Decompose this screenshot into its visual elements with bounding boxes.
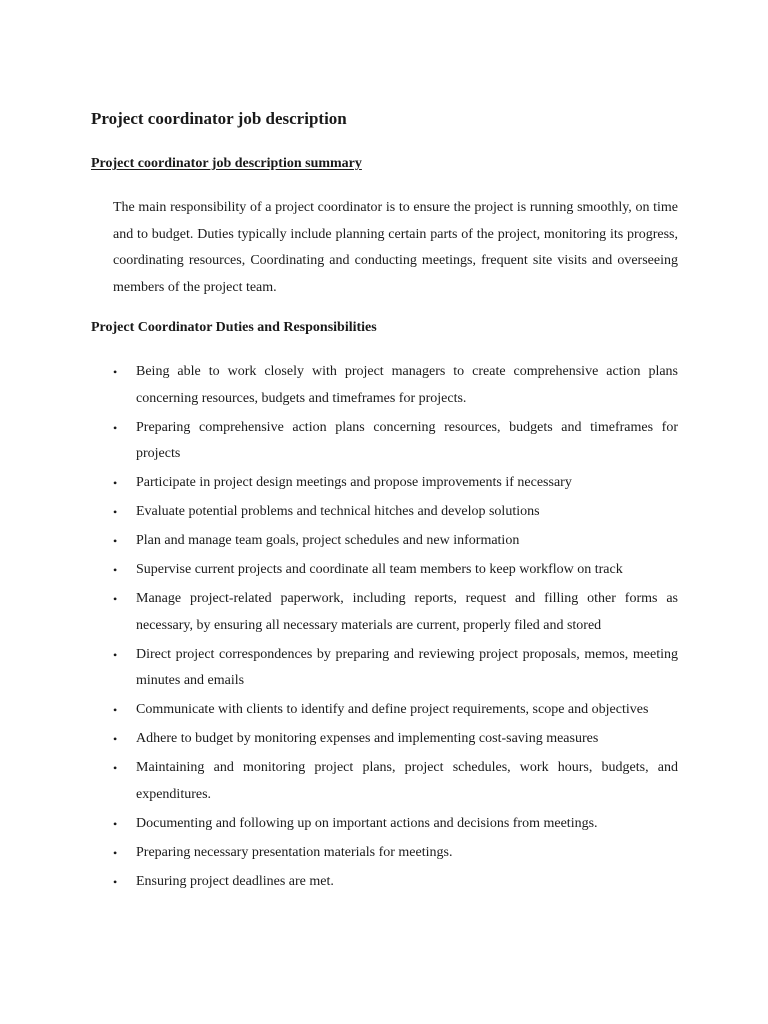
bullet-icon: •: [113, 816, 118, 831]
duty-list-item: [113, 499, 678, 526]
bullet-icon: •: [113, 874, 118, 889]
bullet-icon: •: [113, 505, 118, 519]
summary-heading: Project coordinator job description summary: [91, 156, 362, 171]
duty-list-item: [113, 840, 678, 867]
duty-text: Plan and manage team goals, project schedules and new information: [136, 533, 520, 548]
duty-text: Adhere to budget by monitoring expenses and implementing cost-saving measures: [136, 731, 599, 746]
bullet-icon: •: [113, 476, 118, 490]
bullet-icon: •: [113, 592, 118, 606]
duty-list-item: [113, 811, 678, 838]
duty-text: Preparing comprehensive action plans concerning resources, budgets and timeframes for projects: [136, 419, 678, 461]
duty-list-item: [113, 415, 678, 468]
duty-list-item: [113, 697, 678, 724]
duty-list-item: [113, 557, 678, 584]
duty-list-item: [113, 755, 678, 808]
duty-text: Communicate with clients to identify and define project requirements, scope and objectives: [136, 702, 649, 717]
duty-list-item: [113, 869, 678, 896]
duty-text: Preparing necessary presentation materials for meetings.: [136, 844, 453, 860]
bullet-icon: •: [113, 732, 118, 746]
bullet-icon: •: [113, 365, 118, 379]
duty-text: Maintaining and monitoring project plans, project schedules, work hours, budgets, and expenditures.: [136, 760, 678, 802]
duties-heading: Project Coordinator Duties and Responsibilities: [91, 320, 377, 335]
duty-list-item: [113, 528, 678, 555]
bullet-icon: •: [113, 647, 118, 662]
bullet-icon: •: [113, 534, 118, 548]
duty-list-item: [113, 359, 678, 412]
bullet-icon: •: [113, 845, 118, 860]
document-title: Project coordinator job description: [91, 109, 347, 128]
duty-text: Participate in project design meetings and propose improvements if necessary: [136, 475, 572, 490]
duty-text: Evaluate potential problems and technical hitches and develop solutions: [136, 504, 540, 519]
duty-text: Ensuring project deadlines are met.: [136, 873, 334, 889]
duty-list-item: [113, 586, 678, 639]
duty-text: Documenting and following up on important actions and decisions from meetings.: [136, 815, 598, 831]
bullet-icon: •: [113, 703, 118, 717]
summary-paragraph: The main responsibility of a project coordinator is to ensure the project is running smoothly, on time and to budget. Duties typically include planning certain parts of the project, monitoring its progress, coordinating resources, Coordinating and conducting meetings, frequent site visits and overseeing members of the project team.: [113, 200, 678, 295]
bullet-icon: •: [113, 420, 118, 435]
duty-text: Direct project correspondences by preparing and reviewing project proposals, memos, meeting minutes and emails: [136, 646, 678, 688]
duty-text: Being able to work closely with project managers to create comprehensive action plans concerning resources, budgets and timeframes for projects.: [136, 364, 678, 406]
duty-text: Manage project-related paperwork, including reports, request and filling other forms as necessary, by ensuring all necessary materials are current, properly filed and stored: [136, 591, 678, 633]
bullet-icon: •: [113, 761, 118, 775]
duty-text: Supervise current projects and coordinate all team members to keep workflow on track: [136, 562, 623, 577]
bullet-icon: •: [113, 563, 118, 577]
duty-list-item: [113, 470, 678, 497]
duty-list-item: [113, 726, 678, 753]
duty-list-item: [113, 642, 678, 695]
duties-list: [113, 359, 678, 898]
